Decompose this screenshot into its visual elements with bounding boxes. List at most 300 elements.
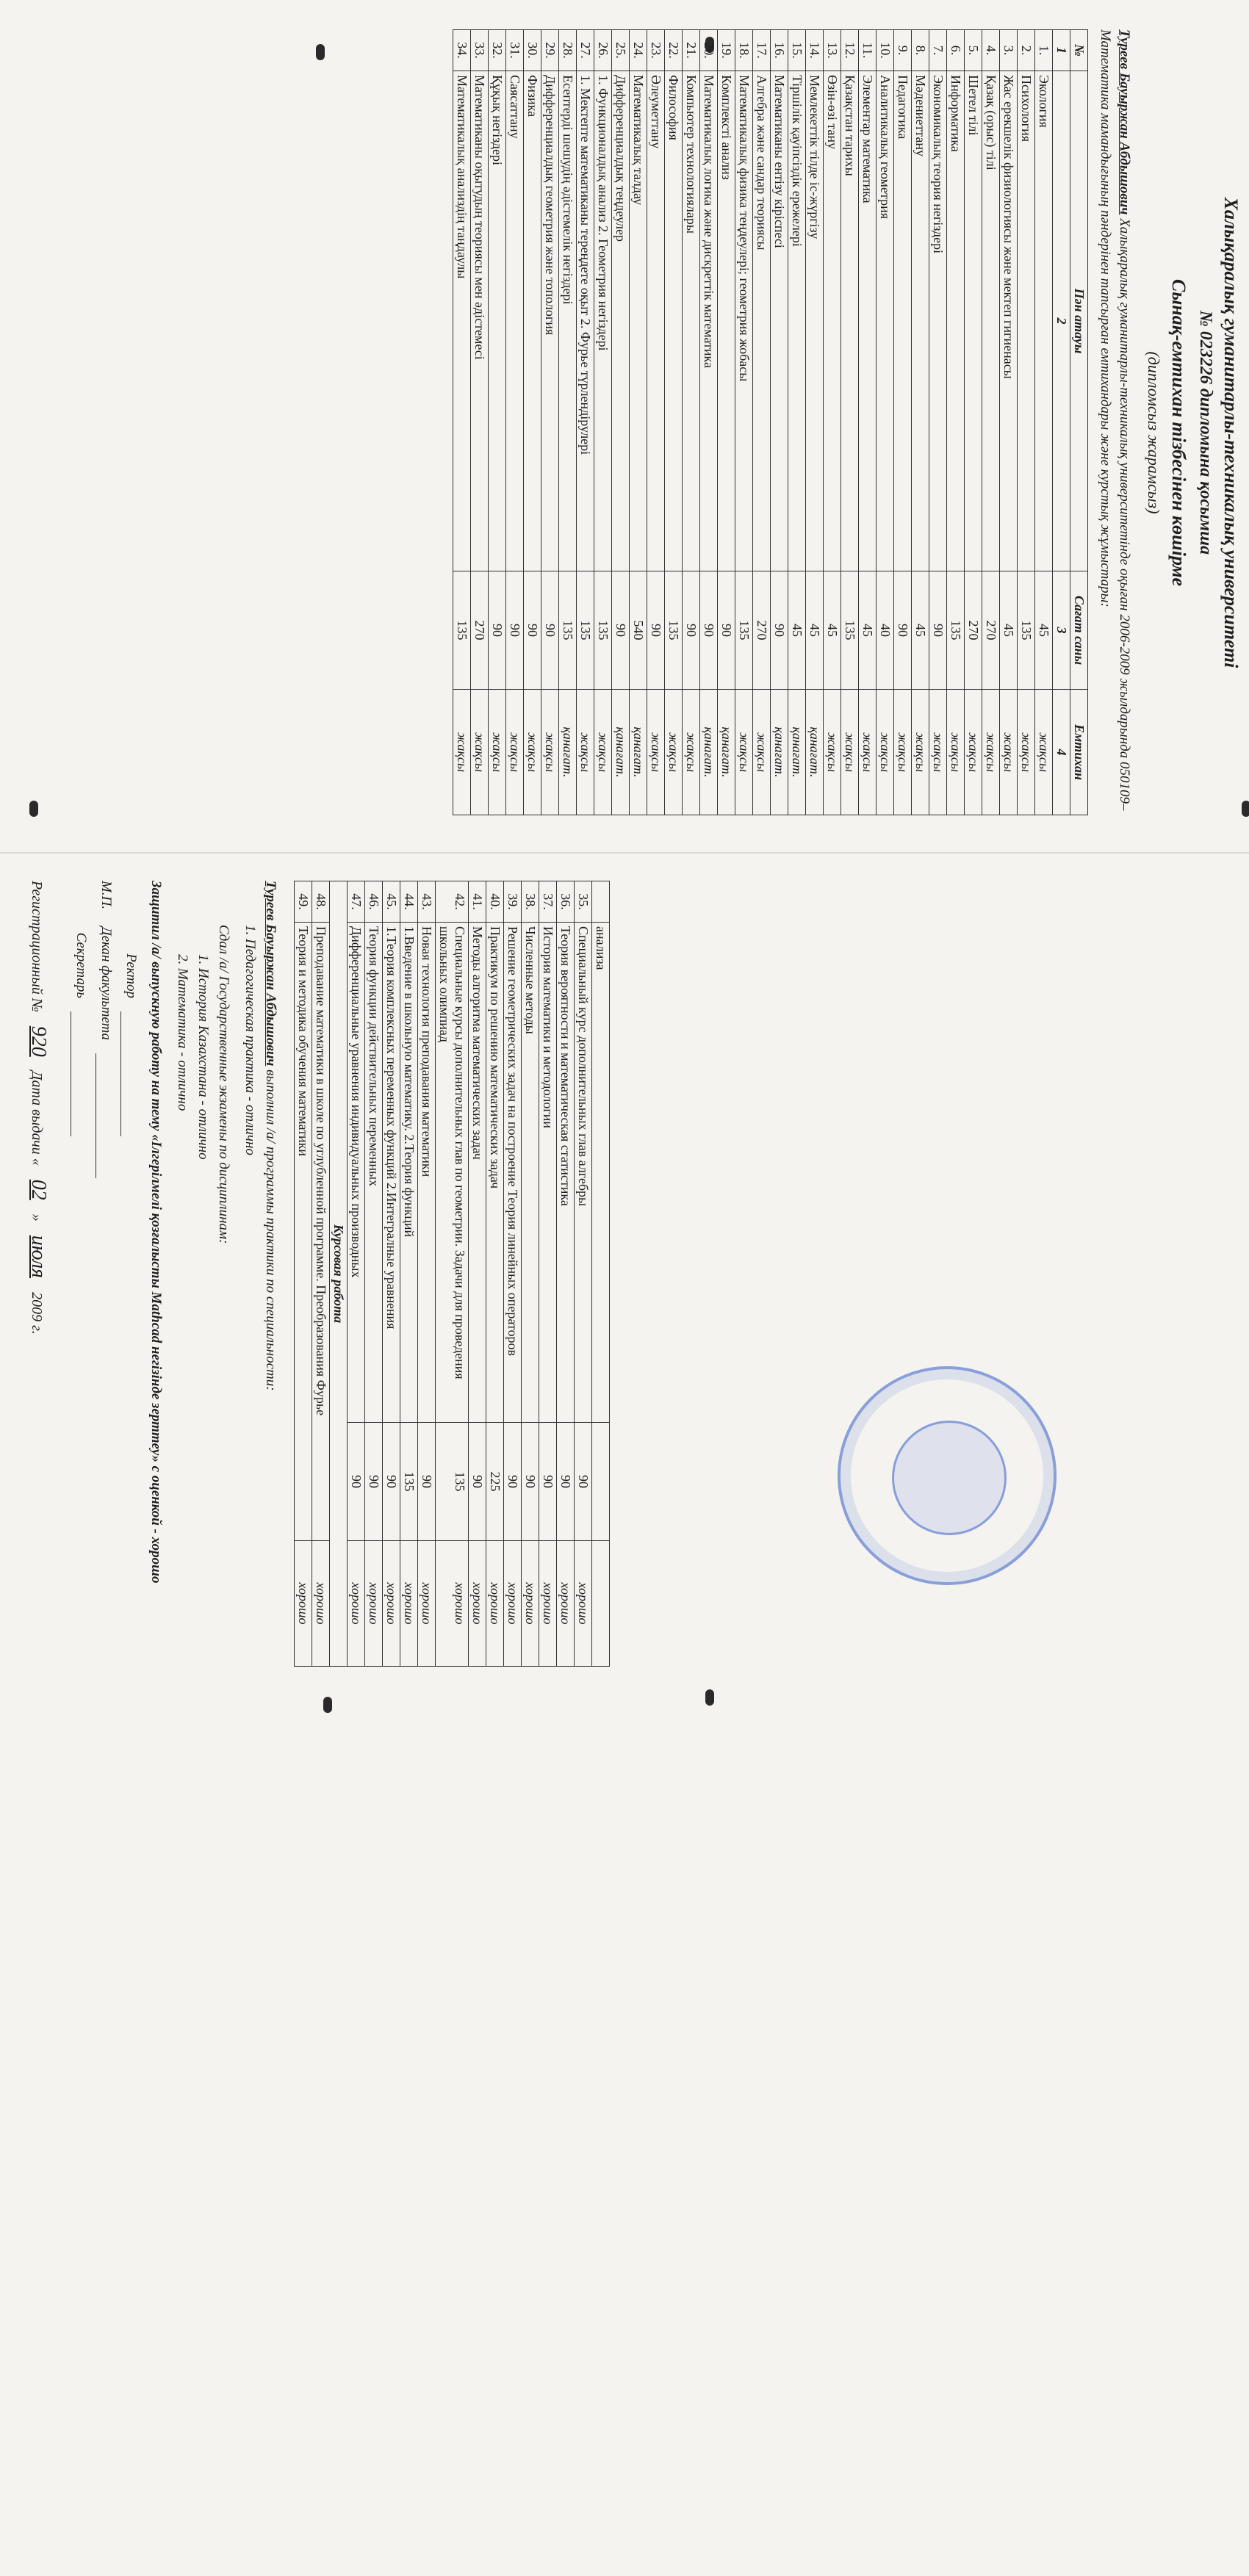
row-hours: 90	[541, 571, 559, 690]
row-hours: 90	[348, 1423, 365, 1541]
university-seal-stamp	[838, 1366, 1057, 1585]
row-subject: анализа	[592, 923, 610, 1423]
dean-signature	[96, 1053, 115, 1178]
row-subject: Мемлекеттік тілде іс-жүргізу	[806, 71, 824, 571]
row-subject: Қазақстан тарихы	[841, 71, 859, 571]
table-row	[471, 30, 489, 815]
row-grade: қанағат.	[612, 690, 630, 815]
table-row	[877, 30, 894, 815]
row-subject: Комплексті анализ	[718, 71, 735, 571]
row-hours: 45	[859, 571, 877, 690]
table-row	[630, 30, 647, 815]
table-row	[489, 30, 506, 815]
rector-label: Ректор	[123, 953, 139, 998]
row-number: 47.	[348, 881, 365, 923]
row-hours: 135	[594, 571, 612, 690]
row-hours: 90	[700, 571, 718, 690]
row-number: 48.	[312, 881, 330, 923]
table-row	[718, 30, 735, 815]
col-header-grade: Емтихан	[1070, 690, 1088, 815]
colnum-4: 4	[1053, 690, 1070, 815]
table-row	[522, 881, 539, 1667]
row-subject: Қазақ (орыс) тілі	[982, 71, 1000, 571]
row-hours: 135	[453, 571, 471, 690]
row-hours: 45	[1035, 571, 1053, 690]
table-row	[929, 30, 947, 815]
row-grade: қанағат.	[806, 690, 824, 815]
row-number: 25.	[612, 30, 630, 71]
row-subject: Тіршілік қауіпсіздік ережелері	[788, 71, 806, 571]
row-subject: Решение геометрических задач на построение Теория линейных операторов	[504, 923, 522, 1423]
row-number: 3.	[1000, 30, 1018, 71]
col-header-hours: Сағат саны	[1070, 571, 1088, 690]
registration-number: 920	[27, 1025, 50, 1057]
table-row	[735, 30, 753, 815]
table-row	[894, 30, 912, 815]
row-subject: Әлеуметтану	[647, 71, 665, 571]
row-subject: Специальный курс дополнительных глав алгебры	[575, 923, 592, 1423]
row-subject: Специальные курсы дополнительных глав по геометрии. Задачи для проведения школьных олимпиад	[436, 923, 469, 1423]
table-row	[1000, 30, 1018, 815]
row-hours: 135	[665, 571, 683, 690]
row-subject: 1. Мектепте математиканы тереңдете оқыт 2. Фурье түрлендірулері	[577, 71, 594, 571]
row-number: 40.	[486, 881, 504, 923]
row-number: 11.	[859, 30, 877, 71]
row-grade: жақсы	[824, 690, 841, 815]
row-grade: жақсы	[894, 690, 912, 815]
row-subject: Өзін-өзі тану	[824, 71, 841, 571]
row-hours: 90	[489, 571, 506, 690]
row-hours: 45	[788, 571, 806, 690]
table-row	[594, 30, 612, 815]
punch-hole	[29, 801, 38, 817]
row-grade: хорошо	[469, 1541, 486, 1667]
row-hours: 270	[965, 571, 982, 690]
row-subject: Компьютер технологиялары	[683, 71, 700, 571]
row-grade: жақсы	[735, 690, 753, 815]
row-number: 5.	[965, 30, 982, 71]
row-grade: хорошо	[383, 1541, 400, 1667]
table-row	[383, 881, 400, 1667]
row-number: 8.	[912, 30, 929, 71]
row-grade: хорошо	[504, 1541, 522, 1667]
table-row	[557, 881, 575, 1667]
colnum-1: 1	[1053, 30, 1070, 71]
row-hours: 90	[929, 571, 947, 690]
table-row	[541, 30, 559, 815]
row-hours: 90	[612, 571, 630, 690]
dean-signature-row	[96, 881, 116, 1709]
row-hours: 90	[683, 571, 700, 690]
row-hours: 90	[469, 1423, 486, 1541]
row-number: 36.	[557, 881, 575, 923]
thesis-defense: Защитил /а/ выпускную работу на тему «Ілгерілмелі қозғалысты Mathcad негізінде зерттеу» с оценкой - хорошо	[148, 881, 164, 1584]
row-subject: Методы алгоритма математических задач	[469, 923, 486, 1423]
row-number: 49.	[295, 881, 312, 923]
row-grade: жақсы	[859, 690, 877, 815]
row-grade: жақсы	[929, 690, 947, 815]
row-number: 24.	[630, 30, 647, 71]
row-number: 20.	[700, 30, 718, 71]
row-number	[592, 881, 610, 923]
table-row	[859, 30, 877, 815]
row-number: 44.	[400, 881, 418, 923]
student-name-ru: Туреев Бауыржан Абдышович	[263, 881, 278, 1067]
row-subject: Новая технология преподавания математики	[418, 923, 436, 1423]
row-subject: Экономикалық теория негіздері	[929, 71, 947, 571]
row-number: 6.	[947, 30, 965, 71]
table-row	[295, 881, 312, 1667]
row-number: 39.	[504, 881, 522, 923]
row-subject: Мәдениеттану	[912, 71, 929, 571]
row-grade: хорошо	[486, 1541, 504, 1667]
row-hours: 90	[504, 1423, 522, 1541]
row-number: 30.	[524, 30, 541, 71]
row-hours: 90	[718, 571, 735, 690]
row-subject: Дифференциалдық геометрия және топология	[541, 71, 559, 571]
row-subject: Теория и методика обучения математики	[295, 923, 312, 1541]
row-grade: жақсы	[841, 690, 859, 815]
row-grade: хорошо	[557, 1541, 575, 1667]
row-number: 41.	[469, 881, 486, 923]
row-hours: 270	[471, 571, 489, 690]
row-subject: Құқық негіздері	[489, 71, 506, 571]
row-hours: 135	[947, 571, 965, 690]
practice-intro-text: выполнил /а/ программы практики по специальности:	[263, 1069, 278, 1391]
row-number: 12.	[841, 30, 859, 71]
row-number: 33.	[471, 30, 489, 71]
row-hours: 135	[400, 1423, 418, 1541]
row-grade: хорошо	[575, 1541, 592, 1667]
row-hours: 90	[647, 571, 665, 690]
row-hours: 45	[1000, 571, 1018, 690]
table-colnum-row	[1053, 30, 1070, 815]
table-row	[647, 30, 665, 815]
row-subject: Информатика	[947, 71, 965, 571]
row-grade: жақсы	[965, 690, 982, 815]
document-header	[1144, 29, 1242, 836]
row-grade: қанағат.	[559, 690, 577, 815]
table-row	[665, 30, 683, 815]
row-hours: 40	[877, 571, 894, 690]
col-header-subject: Пән атауы	[1070, 71, 1088, 571]
row-subject: 1. Функционалдық анализ 2. Геометрия негіздері	[594, 71, 612, 571]
row-hours: 135	[577, 571, 594, 690]
row-hours	[592, 1423, 610, 1541]
row-hours: 90	[539, 1423, 557, 1541]
punch-hole	[316, 44, 325, 60]
row-hours: 135	[559, 571, 577, 690]
colnum-3: 3	[1053, 571, 1070, 690]
row-grade: хорошо	[348, 1541, 365, 1667]
row-grade: хорошо	[400, 1541, 418, 1667]
row-subject: Педагогика	[894, 71, 912, 571]
row-subject: Численные методы	[522, 923, 539, 1423]
row-subject: Теория вероятности и математическая статистика	[557, 923, 575, 1423]
row-subject: Преподавание математики в школе по углубленной программе. Преобразования Фурье	[312, 923, 330, 1541]
row-grade: хорошо	[295, 1541, 312, 1667]
course-work-header-row	[330, 881, 348, 1667]
row-subject: Математикалық талдау	[630, 71, 647, 571]
document-subtitle: (дипломсыз жарамсыз)	[1145, 351, 1163, 514]
issue-year: 2009 г.	[29, 1292, 45, 1335]
row-number: 29.	[541, 30, 559, 71]
row-subject: Математикалық логика және дискреттік математика	[700, 71, 718, 571]
table-row	[965, 30, 982, 815]
row-number: 13.	[824, 30, 841, 71]
table-header-row	[1070, 30, 1088, 815]
row-subject: Дифференциальные уравнения индивидуальных производных	[348, 923, 365, 1423]
table-row	[753, 30, 771, 815]
row-hours: 135	[841, 571, 859, 690]
row-grade: хорошо	[522, 1541, 539, 1667]
row-grade: қанағат.	[630, 690, 647, 815]
table-row	[947, 30, 965, 815]
row-number: 17.	[753, 30, 771, 71]
table-row	[504, 881, 522, 1667]
table-row	[683, 30, 700, 815]
table-row	[453, 30, 471, 815]
row-number: 27.	[577, 30, 594, 71]
row-number: 46.	[365, 881, 383, 923]
row-hours: 90	[771, 571, 788, 690]
row-hours: 45	[912, 571, 929, 690]
row-subject: Философия	[665, 71, 683, 571]
final-section	[26, 881, 281, 1709]
row-grade: жақсы	[647, 690, 665, 815]
state-exam-1: 1. История Казахстана - отлично	[195, 954, 211, 1160]
table-row	[612, 30, 630, 815]
row-subject: Саясаттану	[506, 71, 524, 571]
secretary-label: Секретарь	[73, 932, 89, 998]
table-row	[771, 30, 788, 815]
row-number: 4.	[982, 30, 1000, 71]
mp-label: М.П.	[98, 881, 114, 910]
row-grade: жақсы	[683, 690, 700, 815]
row-number: 31.	[506, 30, 524, 71]
row-grade: хорошо	[539, 1541, 557, 1667]
row-subject: Жас ерекшелік физиологиясы және мектеп гигиенасы	[1000, 71, 1018, 571]
issue-date-label: Дата выдачи «	[29, 1070, 45, 1166]
row-number: 9.	[894, 30, 912, 71]
grades-table-kazakh	[453, 29, 1088, 815]
row-hours: 90	[522, 1423, 539, 1541]
row-number: 35.	[575, 881, 592, 923]
row-grade: хорошо	[365, 1541, 383, 1667]
table-row	[312, 881, 330, 1667]
row-subject: Теория функции действительных переменных	[365, 923, 383, 1423]
row-subject: Математикалық анализдің таңдаулы	[453, 71, 471, 571]
row-grade: хорошо	[312, 1541, 330, 1667]
table-row	[365, 881, 383, 1667]
table-row	[559, 30, 577, 815]
issue-month: июля	[27, 1235, 50, 1279]
row-grade: қанағат.	[718, 690, 735, 815]
row-grade: қанағат.	[771, 690, 788, 815]
row-subject: Физика	[524, 71, 541, 571]
row-grade: жақсы	[1018, 690, 1035, 815]
table-row	[841, 30, 859, 815]
row-subject: Практикум по решению математических задач	[486, 923, 504, 1423]
row-grade: қанағат.	[788, 690, 806, 815]
row-hours: 90	[557, 1423, 575, 1541]
row-subject: 1.Теория комплексных переменных функций 2.Интегралные уравнения	[383, 923, 400, 1423]
row-number: 37.	[539, 881, 557, 923]
table-row	[575, 881, 592, 1667]
row-hours: 90	[894, 571, 912, 690]
seal-emblem-icon	[892, 1421, 1007, 1535]
row-hours: 45	[824, 571, 841, 690]
table-row	[418, 881, 436, 1667]
row-subject: История математики и методологии	[539, 923, 557, 1423]
row-subject: Математиканы ентізу кіріспесі	[771, 71, 788, 571]
table-row	[436, 881, 469, 1667]
table-row	[486, 881, 504, 1667]
row-grade: жақсы	[489, 690, 506, 815]
grades-table-russian	[294, 881, 610, 1667]
table-row	[400, 881, 418, 1667]
row-number: 7.	[929, 30, 947, 71]
course-work-header: Курсовая работа	[330, 881, 348, 1667]
row-number: 21.	[683, 30, 700, 71]
col-header-number: №	[1070, 30, 1088, 71]
row-number: 43.	[418, 881, 436, 923]
row-hours: 135	[735, 571, 753, 690]
row-hours: 270	[753, 571, 771, 690]
row-number: 26.	[594, 30, 612, 71]
rector-signature	[120, 1011, 140, 1136]
row-grade: жақсы	[665, 690, 683, 815]
table-row	[506, 30, 524, 815]
row-grade: жақсы	[594, 690, 612, 815]
row-grade: жақсы	[877, 690, 894, 815]
row-number: 1.	[1035, 30, 1053, 71]
row-grade: жақсы	[947, 690, 965, 815]
issue-day: 02	[27, 1179, 50, 1200]
colnum-2: 2	[1053, 71, 1070, 571]
row-subject: Есептерді шешудің әдістемелік негіздері	[559, 71, 577, 571]
row-hours: 90	[575, 1423, 592, 1541]
row-number: 2.	[1018, 30, 1035, 71]
row-number: 32.	[489, 30, 506, 71]
row-grade: жақсы	[524, 690, 541, 815]
row-grade: жақсы	[471, 690, 489, 815]
table-row	[806, 30, 824, 815]
practice-intro	[260, 881, 281, 1709]
table-row	[824, 30, 841, 815]
row-hours: 90	[524, 571, 541, 690]
secretary-signature-row	[71, 881, 91, 1709]
row-subject: Дифференциалдық теңдеулер	[612, 71, 630, 571]
intro-paragraph	[1095, 29, 1134, 836]
row-number: 28.	[559, 30, 577, 71]
state-exam-2: 2. Математика - отлично	[175, 954, 190, 1111]
row-grade: жақсы	[982, 690, 1000, 815]
row-subject: Экология	[1035, 71, 1053, 571]
transcript-page-russian	[0, 859, 624, 2576]
intro-text: Халықаралық гуманитарлы-техникалық университетінде оқыған 2006-2009 жылдарында 050109–Математика мамандығының пәндерінен тапсырған емтихандары және курстық жұмыстары:	[1098, 29, 1132, 811]
row-number: 45.	[383, 881, 400, 923]
registration-label: Регистрационный №	[29, 881, 45, 1012]
row-hours: 90	[418, 1423, 436, 1541]
table-row	[982, 30, 1000, 815]
row-grade: хорошо	[418, 1541, 436, 1667]
table-row	[1018, 30, 1035, 815]
table-row	[912, 30, 929, 815]
row-number: 18.	[735, 30, 753, 71]
table-row	[788, 30, 806, 815]
dean-label: Декан факультета	[98, 926, 114, 1041]
table-row	[700, 30, 718, 815]
rector-signature-row	[120, 881, 141, 1709]
row-number: 38.	[522, 881, 539, 923]
university-name: Халықаралық гуманитарлы-техникалық университеті	[1220, 197, 1242, 668]
row-grade: жақсы	[753, 690, 771, 815]
row-number: 42.	[436, 881, 469, 923]
document-title: Сынақ-емтихан тізбесінен көшірме	[1168, 278, 1189, 587]
row-hours: 90	[506, 571, 524, 690]
row-subject: Алгебра және сандар теориясы	[753, 71, 771, 571]
row-number: 16.	[771, 30, 788, 71]
table-row	[539, 881, 557, 1667]
registration-line: Регистрационный № 920 Дата выдачи « 02 » июля 2009 г.	[27, 881, 50, 1335]
row-number: 34.	[453, 30, 471, 71]
table-row	[524, 30, 541, 815]
practice-item: 1. Педагогическая практика - отлично	[242, 925, 258, 1155]
student-name: Туреев Бауыржан Абдышович	[1117, 29, 1132, 215]
row-hours: 135	[436, 1423, 469, 1541]
table-row	[348, 881, 365, 1667]
row-subject: Аналитикалық геометрия	[877, 71, 894, 571]
row-hours: 90	[383, 1423, 400, 1541]
row-grade: қанағат.	[700, 690, 718, 815]
row-hours: 540	[630, 571, 647, 690]
secretary-signature	[71, 1011, 90, 1136]
row-grade: жақсы	[1035, 690, 1053, 815]
row-grade: жақсы	[453, 690, 471, 815]
table-row	[1035, 30, 1053, 815]
row-hours: 90	[365, 1423, 383, 1541]
row-subject: Математиканы оқытудың теориясы мен әдістемесі	[471, 71, 489, 571]
table-row	[469, 881, 486, 1667]
row-grade: жақсы	[506, 690, 524, 815]
row-grade: жақсы	[912, 690, 929, 815]
row-subject: 1.Введение в школьную математику. 2.Теория функций	[400, 923, 418, 1423]
row-subject: Элементар математика	[859, 71, 877, 571]
state-exams-intro: Сдал /а/ Государственные экзамены по дисциплинам:	[216, 925, 231, 1244]
row-grade	[592, 1541, 610, 1667]
row-grade: жақсы	[1000, 690, 1018, 815]
diploma-number: № 023226 дипломына қосымша	[1196, 310, 1215, 555]
row-number: 23.	[647, 30, 665, 71]
row-hours: 135	[1018, 571, 1035, 690]
row-number: 22.	[665, 30, 683, 71]
row-grade: хорошо	[436, 1541, 469, 1667]
row-subject: Психология	[1018, 71, 1035, 571]
table-row	[577, 30, 594, 815]
row-number: 14.	[806, 30, 824, 71]
row-grade: жақсы	[577, 690, 594, 815]
row-subject: Математикалық физика теңдеулері; геометрия жобасы	[735, 71, 753, 571]
row-number: 10.	[877, 30, 894, 71]
row-hours: 270	[982, 571, 1000, 690]
row-grade: жақсы	[541, 690, 559, 815]
row-subject: Шетел тілі	[965, 71, 982, 571]
table-row	[592, 881, 610, 1667]
row-hours: 45	[806, 571, 824, 690]
row-number: 15.	[788, 30, 806, 71]
row-number: 19.	[718, 30, 735, 71]
